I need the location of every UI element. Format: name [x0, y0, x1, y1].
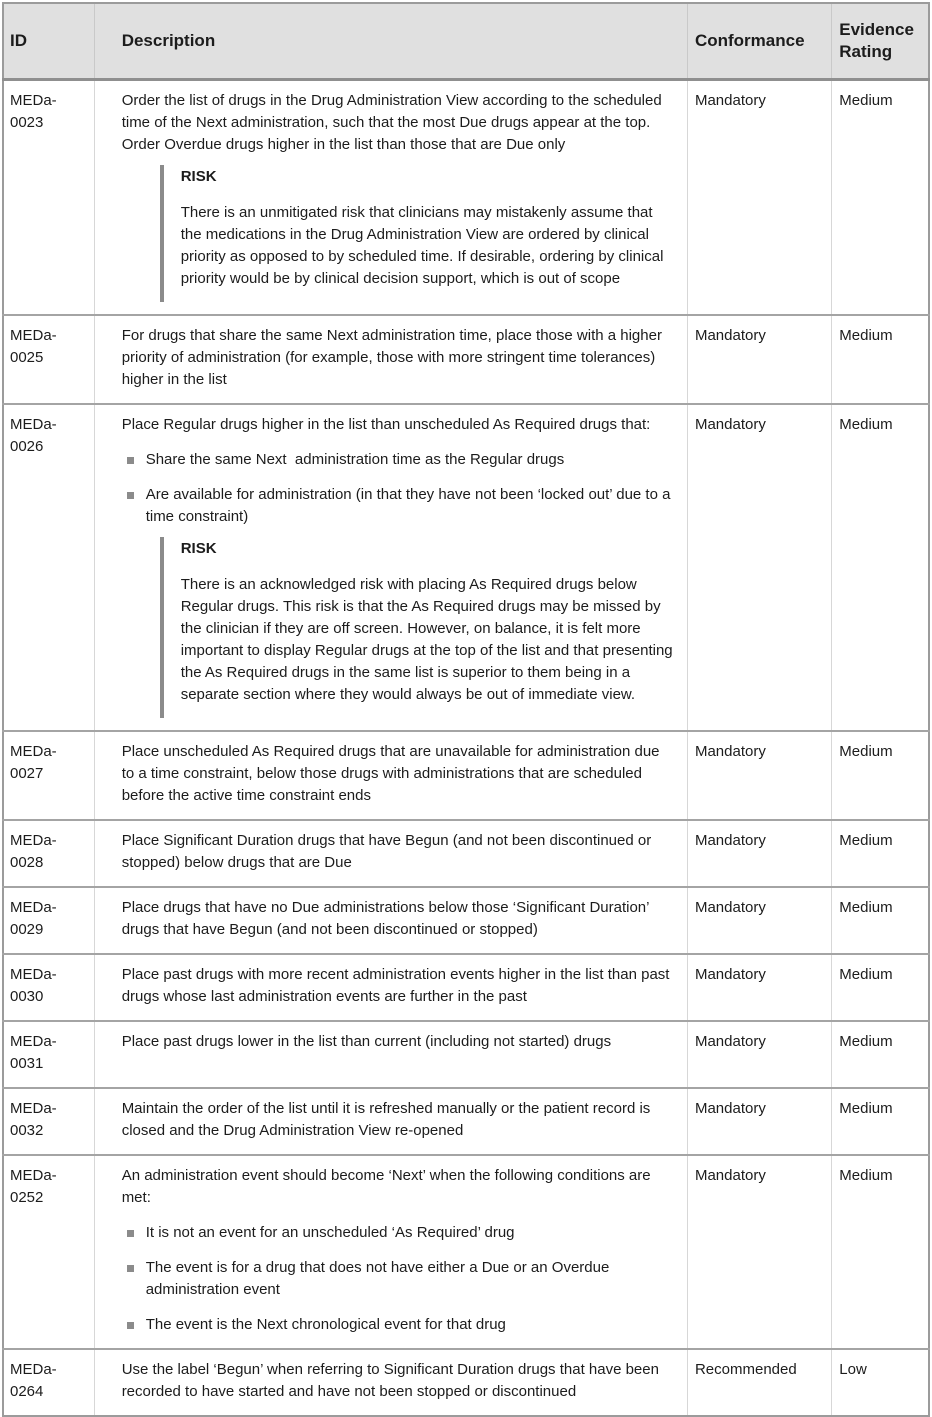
square-bullet-icon [127, 1322, 134, 1329]
description-paragraph: An administration event should become ‘Next’ when the following conditions are met: [121, 1167, 651, 1206]
risk-note [160, 165, 675, 302]
description-paragraph: Place past drugs lower in the list than current (including not started) drugs [121, 1033, 612, 1050]
evidence-rating-value: Low [832, 1349, 929, 1416]
requirement-id: MEDa-0026 [3, 404, 94, 731]
square-bullet-icon [127, 1230, 134, 1237]
bullet-item [122, 1222, 675, 1244]
description-paragraph: Place unscheduled As Required drugs that are unavailable for administration due to a time constraint, below those drugs with administrations that are scheduled before the active time constraint ends [121, 743, 660, 804]
requirement-id: MEDa-0027 [3, 731, 94, 820]
table-header [3, 3, 929, 80]
description-paragraph: Place drugs that have no Due administrations below those ‘Significant Duration’ drugs that have Begun (and not been discontinued or stopped) [121, 899, 649, 938]
evidence-rating-value: Medium [832, 404, 929, 731]
table-row [3, 820, 929, 887]
table-row [3, 1155, 929, 1349]
description-paragraph: Place Regular drugs higher in the list than unscheduled As Required drugs that: [121, 416, 651, 433]
conformance-value: Mandatory [687, 315, 831, 404]
requirement-id: MEDa-0032 [3, 1088, 94, 1155]
risk-title: RISK [180, 540, 217, 557]
requirement-description [94, 887, 687, 954]
evidence-rating-value: Medium [832, 731, 929, 820]
evidence-rating-value: Medium [832, 887, 929, 954]
description-paragraph: For drugs that share the same Next administration time, place those with a higher priority of administration (for example, those with more stringent time tolerances) higher in the list [121, 327, 662, 388]
requirement-description [94, 1349, 687, 1416]
requirement-id: MEDa-0030 [3, 954, 94, 1021]
bullet-item [122, 1257, 675, 1301]
bullet-item [122, 484, 675, 528]
requirement-description [94, 80, 687, 316]
requirement-description [94, 1021, 687, 1088]
bullet-item [122, 1314, 675, 1336]
requirement-description [94, 315, 687, 404]
requirement-description [94, 1155, 687, 1349]
evidence-rating-value: Medium [832, 80, 929, 316]
risk-text: There is an unmitigated risk that clinicians may mistakenly assume that the medications in the Drug Administration View are ordered by clinical priority as opposed to by scheduled time. If desirable, ordering by clinical priority would be by clinical decision support, which is out of scope [180, 204, 664, 287]
table-row [3, 887, 929, 954]
conformance-value: Mandatory [687, 404, 831, 731]
column-header-id: ID [3, 3, 94, 80]
table-row [3, 731, 929, 820]
bullet-text: The event is the Next chronological event for that drug [145, 1316, 506, 1333]
requirement-id: MEDa-0025 [3, 315, 94, 404]
table-row [3, 1021, 929, 1088]
description-paragraph: Maintain the order of the list until it is refreshed manually or the patient record is closed and the Drug Administration View re-opened [121, 1100, 651, 1139]
requirement-description [94, 1088, 687, 1155]
description-paragraph: Place past drugs with more recent administration events higher in the list than past drugs whose last administration events are further in the past [121, 966, 670, 1005]
requirement-id: MEDa-0028 [3, 820, 94, 887]
conformance-value: Mandatory [687, 731, 831, 820]
requirement-id: MEDa-0031 [3, 1021, 94, 1088]
square-bullet-icon [127, 492, 134, 499]
requirement-description [94, 820, 687, 887]
requirements-table [2, 2, 930, 1417]
requirements-tbody [3, 80, 929, 1417]
bullet-text: The event is for a drug that does not have either a Due or an Overdue administration event [145, 1259, 614, 1298]
conformance-value: Mandatory [687, 954, 831, 1021]
evidence-rating-value: Medium [832, 1155, 929, 1349]
table-row [3, 1349, 929, 1416]
square-bullet-icon [127, 1265, 134, 1272]
evidence-rating-value: Medium [832, 1021, 929, 1088]
requirement-id: MEDa-0029 [3, 887, 94, 954]
table-row [3, 404, 929, 731]
table-row [3, 954, 929, 1021]
description-paragraph: Order the list of drugs in the Drug Administration View according to the scheduled time of the Next administration, such that the most Due drugs appear at the top. Order Overdue drugs higher in the list than those that are Due only [121, 92, 662, 153]
requirement-description [94, 954, 687, 1021]
requirement-description [94, 404, 687, 731]
bullet-item [122, 449, 675, 471]
column-header-description: Description [94, 3, 687, 80]
evidence-rating-value: Medium [832, 1088, 929, 1155]
evidence-rating-value: Medium [832, 954, 929, 1021]
conformance-value: Mandatory [687, 1088, 831, 1155]
conformance-value: Mandatory [687, 1155, 831, 1349]
table-row [3, 80, 929, 316]
bullet-text: It is not an event for an unscheduled ‘As Required’ drug [145, 1224, 515, 1241]
conformance-value: Mandatory [687, 887, 831, 954]
bullet-list [122, 1222, 675, 1336]
evidence-rating-value: Medium [832, 315, 929, 404]
risk-title: RISK [180, 168, 217, 185]
risk-note [160, 537, 675, 718]
table-row [3, 315, 929, 404]
risk-text: There is an acknowledged risk with placing As Required drugs below Regular drugs. This risk is that the As Required drugs may be missed by the clinician if they are off screen. However, on balance, it is felt more important to display Regular drugs at the top of the list and that presenting the As Required drugs in the same list is superior to them being in a separate section where they would always be out of immediate view. [180, 576, 673, 703]
description-paragraph: Place Significant Duration drugs that have Begun (and not been discontinued or stopped) below drugs that are Due [121, 832, 652, 871]
requirement-description [94, 731, 687, 820]
column-header-evidence-rating: Evidence Rating [832, 3, 929, 80]
conformance-value: Mandatory [687, 1021, 831, 1088]
bullet-text: Share the same Next administration time as the Regular drugs [145, 451, 565, 468]
bullet-list [122, 449, 675, 528]
conformance-value: Recommended [687, 1349, 831, 1416]
column-header-conformance: Conformance [687, 3, 831, 80]
bullet-text: Are available for administration (in that they have not been ‘locked out’ due to a time constraint) [145, 486, 675, 525]
square-bullet-icon [127, 457, 134, 464]
conformance-value: Mandatory [687, 80, 831, 316]
requirement-id: MEDa-0264 [3, 1349, 94, 1416]
requirement-id: MEDa-0023 [3, 80, 94, 316]
conformance-value: Mandatory [687, 820, 831, 887]
description-paragraph: Use the label ‘Begun’ when referring to Significant Duration drugs that have been recorded to have started and have not been stopped or discontinued [121, 1361, 659, 1400]
table-row [3, 1088, 929, 1155]
header-row [3, 3, 929, 80]
requirement-id: MEDa-0252 [3, 1155, 94, 1349]
evidence-rating-value: Medium [832, 820, 929, 887]
